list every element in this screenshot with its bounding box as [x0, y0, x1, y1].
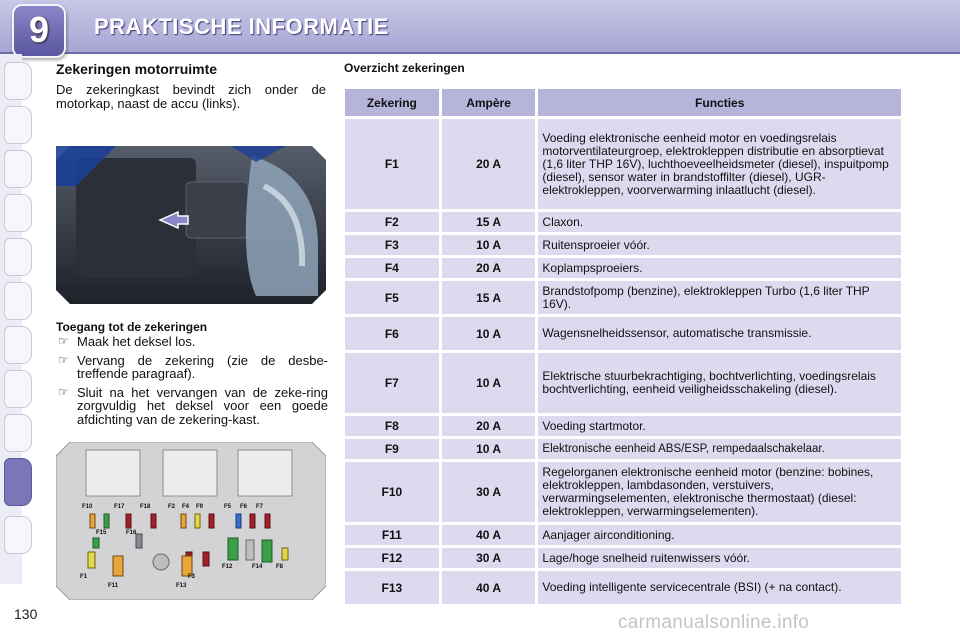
table-row [345, 235, 901, 255]
intro-text: De zekeringkast bevindt zich onder de motorkap, naast de accu (links). [56, 82, 326, 111]
fuse-id: F5 [345, 281, 439, 314]
instruction-text: Maak het deksel los. [77, 334, 196, 349]
table-row [345, 416, 901, 436]
fuse-function: Wagensnelheidssensor, automatische transmissie. [538, 317, 901, 350]
fuse-label: F4 [182, 504, 190, 510]
fuse-function: Regelorganen elektronische eenheid motor (benzine: bobines, elektrokleppen, lambdasonden, verstuivers, verwarmingselementen, elektronische thermostaat) (diesel: elektrokleppen, verwarmingselementen). [538, 462, 901, 522]
fuse-ampere: 15 A [442, 212, 536, 232]
chapter-tab[interactable] [4, 106, 32, 144]
instruction-step [56, 354, 328, 381]
watermark: carmanualsonline.info [618, 612, 810, 633]
fuse-id: F6 [345, 317, 439, 350]
fuse-ampere: 10 A [442, 439, 536, 459]
table-row [345, 571, 901, 604]
page-title: PRAKTISCHE INFORMATIE [94, 14, 389, 39]
chapter-tab[interactable] [4, 62, 32, 100]
hand-pointer-icon: ☞ [58, 384, 69, 399]
table-row [345, 317, 901, 350]
fuse-ampere: 30 A [442, 462, 536, 522]
table-row [345, 548, 901, 568]
fuse-overview-table [342, 86, 904, 607]
fuse-ampere: 30 A [442, 548, 536, 568]
chapter-badge: 9 [12, 4, 66, 58]
fuse-ampere: 20 A [442, 119, 536, 209]
fuse-function: Aanjager airconditioning. [538, 525, 901, 545]
fuse-function: Claxon. [538, 212, 901, 232]
chapter-tab[interactable] [4, 150, 32, 188]
chapter-tab[interactable] [4, 516, 32, 554]
fuse-function: Koplampsproeiers. [538, 258, 901, 278]
fuse-id: F13 [345, 571, 439, 604]
fuse-function: Elektronische eenheid ABS/ESP, rempedaalschakelaar. [538, 439, 901, 459]
instruction-step [56, 335, 328, 349]
fuse-label: F11 [108, 583, 119, 589]
fuse-label: F13 [176, 583, 187, 589]
fuse-id: F8 [345, 416, 439, 436]
chapter-tab[interactable] [4, 282, 32, 320]
fuse-label: F12 [222, 564, 233, 570]
fuse-function: Voeding startmotor. [538, 416, 901, 436]
column-header-ampere: Ampère [442, 89, 536, 116]
fuse-label: F9 [196, 504, 204, 510]
fuse-ampere: 20 A [442, 416, 536, 436]
instruction-text: Sluit na het vervangen van de zeke-ring zorgvuldig het deksel voor een goede afdichting van de zekering-kast. [77, 384, 328, 427]
table-row [345, 212, 901, 232]
fuse-function: Elektrische stuurbekrachtiging, bochtverlichting, voedingsrelais bochtverlichting, eenheid veiligheidsschakeling (diesel). [538, 353, 901, 413]
chapter-tab[interactable] [4, 370, 32, 408]
chapter-tab[interactable] [4, 194, 32, 232]
fuse-id: F11 [345, 525, 439, 545]
instruction-text: Vervang de zekering (zie de desbe-treffende paragraaf). [77, 352, 328, 381]
fuse-function: Ruitensproeier vóór. [538, 235, 901, 255]
fuse-function: Brandstofpomp (benzine), elektrokleppen Turbo (1,6 liter THP 16V). [538, 281, 901, 314]
chapter-tab[interactable] [4, 414, 32, 452]
fuse-label: F3 [188, 574, 196, 580]
hand-pointer-icon: ☞ [58, 352, 69, 367]
fuse-label: F18 [140, 504, 151, 510]
table-row [345, 258, 901, 278]
table-row [345, 281, 901, 314]
engine-bay-photo [56, 146, 326, 304]
fuse-id: F3 [345, 235, 439, 255]
table-row [345, 525, 901, 545]
fuse-ampere: 10 A [442, 317, 536, 350]
header-divider [0, 52, 960, 54]
fuse-id: F7 [345, 353, 439, 413]
fuse-ampere: 10 A [442, 353, 536, 413]
fuse-ampere: 40 A [442, 525, 536, 545]
table-row [345, 462, 901, 522]
instruction-list [56, 335, 328, 431]
fuse-label: F15 [96, 530, 107, 536]
fuse-function: Voeding elektronische eenheid motor en voedingsrelais motorventilateurgroep, elektrokleppen distributie en absorptievat (1,6 liter THP 16V), luchthoeveelheidsmeter (diesel), inspuitpomp (diesel), sensor water in brandstoffilter (diesel), UGR-elektrokleppen, voorverwarming inlaatlucht (diesel). [538, 119, 901, 209]
fuse-function: Voeding intelligente servicecentrale (BSI) (+ na contact). [538, 571, 901, 604]
section-title: Zekeringen motorruimte [56, 61, 218, 77]
fuse-id: F12 [345, 548, 439, 568]
fuse-ampere: 10 A [442, 235, 536, 255]
fuse-ampere: 40 A [442, 571, 536, 604]
fuse-id: F9 [345, 439, 439, 459]
table-row [345, 353, 901, 413]
fuse-id: F4 [345, 258, 439, 278]
fuse-label: F2 [168, 504, 176, 510]
table-heading: Overzicht zekeringen [344, 61, 465, 75]
fuse-ampere: 20 A [442, 258, 536, 278]
fuse-box-diagram [56, 442, 326, 600]
table-row [345, 439, 901, 459]
fuse-label: F10 [82, 504, 93, 510]
chapter-tab-active[interactable] [4, 458, 32, 506]
access-subheading: Toegang tot de zekeringen [56, 320, 208, 334]
fuse-label: F8 [276, 564, 284, 570]
page-number: 130 [14, 606, 38, 622]
fuse-label: F14 [252, 564, 263, 570]
fuse-function: Lage/hoge snelheid ruitenwissers vóór. [538, 548, 901, 568]
instruction-step [56, 386, 328, 427]
chapter-tab-rail [0, 54, 22, 584]
fuse-label: F17 [114, 504, 125, 510]
fuse-label: F6 [240, 504, 248, 510]
fuse-label: F5 [224, 504, 232, 510]
fuse-label: F7 [256, 504, 264, 510]
table-row [345, 119, 901, 209]
chapter-tab[interactable] [4, 238, 32, 276]
fuse-id: F2 [345, 212, 439, 232]
fuse-label: F16 [126, 530, 137, 536]
chapter-tab[interactable] [4, 326, 32, 364]
fuse-label: F1 [80, 574, 88, 580]
column-header-fuse: Zekering [345, 89, 439, 116]
fuse-ampere: 15 A [442, 281, 536, 314]
fuse-id: F10 [345, 462, 439, 522]
column-header-functions: Functies [538, 89, 901, 116]
hand-pointer-icon: ☞ [58, 334, 69, 348]
fuse-id: F1 [345, 119, 439, 209]
table-header-row [345, 89, 901, 116]
